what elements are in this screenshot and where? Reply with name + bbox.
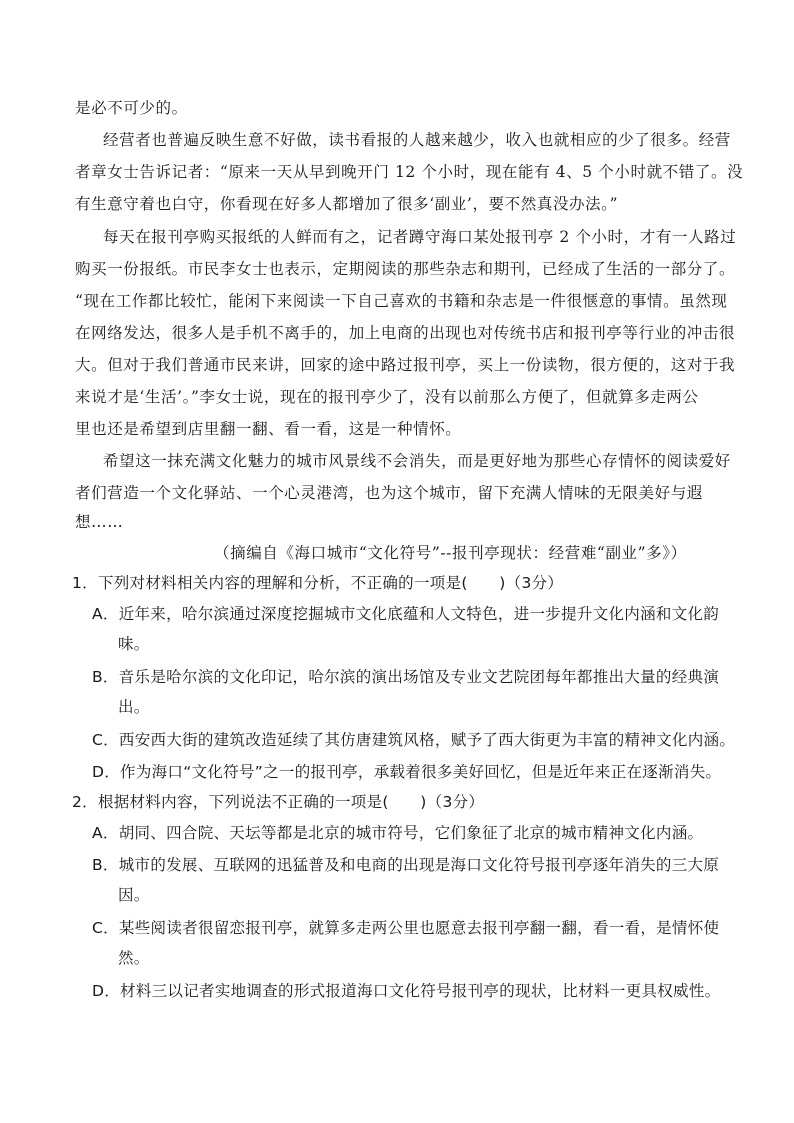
passage-line: 者们营造一个文化驿站、一个心灵港湾，也为这个城市，留下充满人情味的无限美好与遐 — [75, 484, 703, 502]
passage-line: 在网络发达，很多人是手机不离手的，加上电商的出现也对传统书店和报刊亭等行业的冲击很 — [75, 324, 736, 342]
option-a: A．胡同、四合院、天坛等都是北京的城市符号，它们象征了北京的城市精神文化内涵。 — [92, 824, 704, 842]
option-a: A．近年来，哈尔滨通过深度挖掘城市文化底蕴和人文特色，进一步提升文化内涵和文化韵 — [92, 605, 720, 623]
passage-line: 大。但对于我们普通市民来讲，回家的途中路过报刊亭，买上一份读物，很方便的，这对于我 — [75, 356, 736, 374]
passage-line: 每天在报刊亭购买报纸的人鲜而有之，记者蹲守海口某处报刊亭 2 个小时，才有一人路过 — [103, 228, 737, 246]
passage-line: 来说才是‘生活’。”李女士说，现在的报刊亭少了，没有以前那么方便了，但就算多走两公 — [75, 388, 699, 406]
option-d: D．材料三以记者实地调查的形式报道海口文化符号报刊亭的现状，比材料一更具权威性。 — [92, 982, 721, 1000]
passage-line: 经营者也普遍反映生意不好做，读书看报的人越来越少，收入也就相应的少了很多。经营 — [103, 131, 731, 149]
passage-line: 购买一份报纸。市民李女士也表示，定期阅读的那些杂志和期刊，已经成了生活的一部分了。 — [75, 260, 736, 278]
source-citation: （摘编自《海口城市“文化符号”--报刊亭现状：经营难“副业”多》） — [214, 544, 687, 562]
option-a-continued: 味。 — [118, 635, 150, 653]
option-b-continued: 因。 — [118, 886, 150, 904]
option-b: B．城市的发展、互联网的迅猛普及和电商的出现是海口文化符号报刊亭逐年消失的三大原 — [92, 856, 720, 874]
option-b-continued: 出。 — [118, 698, 150, 716]
passage-line: 是必不可少的。 — [75, 99, 188, 117]
passage-line: 想…… — [75, 513, 124, 531]
option-c: C．西安西大街的建筑改造延续了其仿唐建筑风格，赋予了西大街更为丰富的精神文化内涵。 — [92, 731, 736, 749]
passage-line: 者章女士告诉记者：“原来一天从早到晚开门 12 个小时，现在能有 4、5 个小时就不错了。没 — [75, 163, 744, 181]
passage-line: 里也还是希望到店里翻一翻、看一看，这是一种情怀。 — [75, 420, 462, 438]
option-c: C．某些阅读者很留恋报刊亭，就算多走两公里也愿意去报刊亭翻一翻，看一看，是情怀使 — [92, 919, 720, 937]
passage-line: “现在工作都比较忙，能闲下来阅读一下自己喜欢的书籍和杂志是一件很惬意的事情。虽然现 — [75, 292, 728, 310]
option-b: B．音乐是哈尔滨的文化印记，哈尔滨的演出场馆及专业文艺院团每年都推出大量的经典演 — [92, 668, 720, 686]
passage-line: 有生意守着也白守，你看现在好多人都增加了很多‘副业’，要不然真没办法。” — [75, 195, 619, 213]
question-stem: 2．根据材料内容，下列说法不正确的一项是( )（3分） — [72, 793, 485, 811]
question-stem: 1．下列对材料相关内容的理解和分析，不正确的一项是( )（3分） — [72, 574, 564, 592]
option-c-continued: 然。 — [118, 949, 150, 967]
passage-line: 希望这一抹充满文化魅力的城市风景线不会消失，而是更好地为那些心存情怀的阅读爱好 — [103, 452, 731, 470]
option-d: D．作为海口“文化符号”之一的报刊亭，承载着很多美好回忆，但是近年来正在逐渐消失。 — [92, 763, 722, 781]
